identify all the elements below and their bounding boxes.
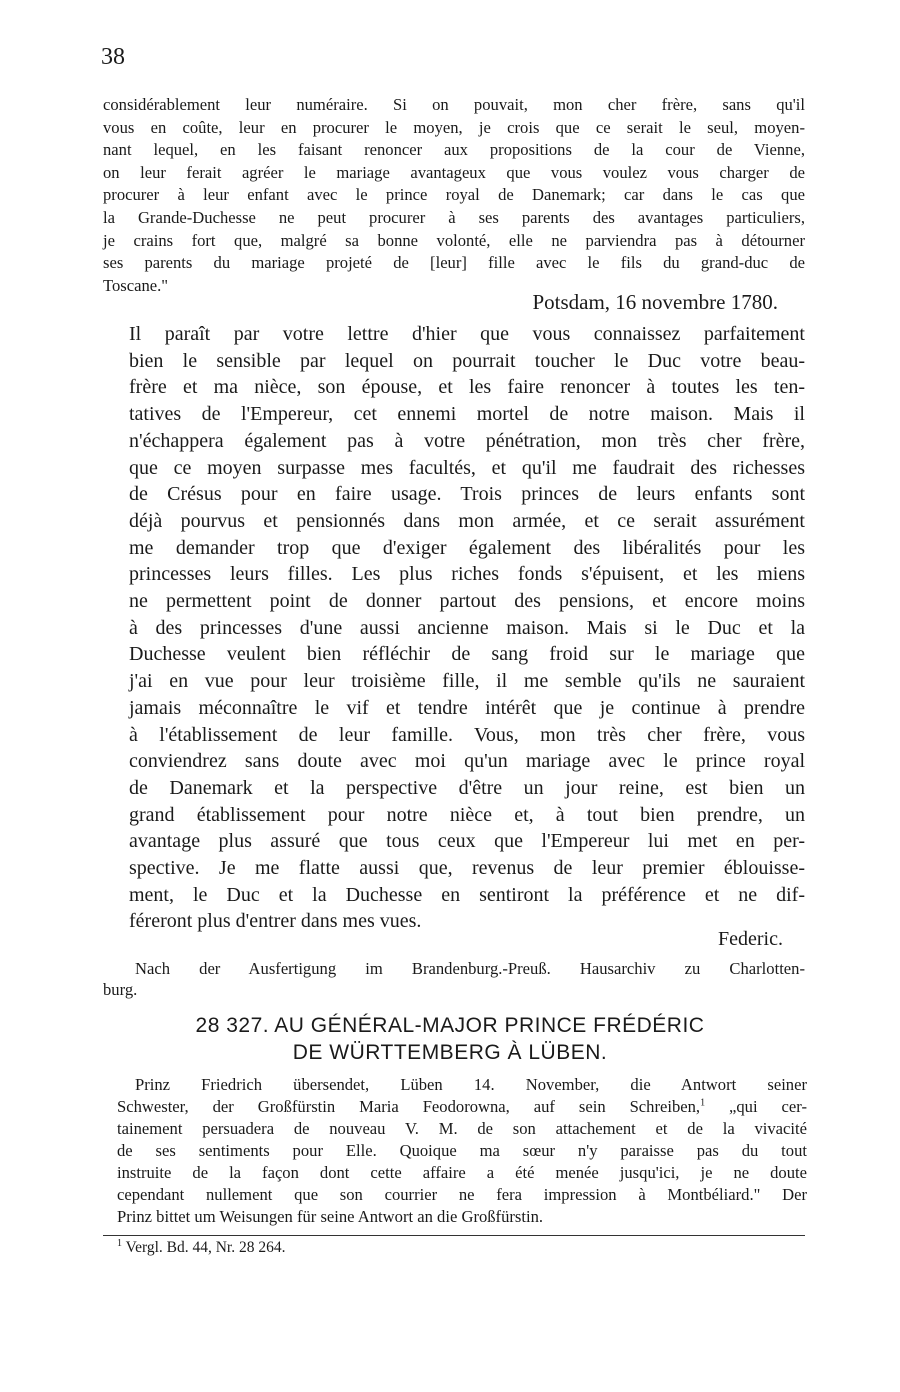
heading-line: 28 327. AU GÉNÉRAL-MAJOR PRINCE FRÉDÉRIC (195, 1014, 705, 1037)
summary-line: instruite de la façon dont cette affaire a été menée jusqu'ici, je ne doute (117, 1163, 807, 1182)
signature: Federic. (718, 928, 783, 950)
letter-line: de Danemark et la perspective d'être un jour reine, est bien un (129, 776, 805, 799)
quote-line: procurer à leur enfant avec le prince royal de Danemark; car dans le cas que (103, 185, 805, 205)
letter-line: Il paraît par votre lettre d'hier que vous connaissez parfaitement (129, 323, 805, 345)
letter-line: déjà pourvus et pensionnés dans mon armée, et ce serait assurément (129, 509, 805, 532)
letter-line: Duchesse veulent bien réfléchir de sang froid sur le mariage que (129, 643, 805, 666)
letter-line: spective. Je me flatte aussi que, revenus de leur premier éblouisse- (129, 857, 805, 880)
letter-body (129, 321, 805, 935)
letter-line: à des princesses d'une aussi ancienne maison. Mais si le Duc et la (129, 616, 805, 639)
quote-line: ses parents du mariage projeté de [leur] fille avec le fils du grand-duc de (103, 253, 805, 273)
letter-line: avantage plus assuré que tous ceux que l'Empereur lui met en per- (129, 830, 805, 853)
quote-line: vous en coûte, leur en procurer le moyen, je crois que ce serait le seul, moyen- (103, 117, 805, 137)
source-line: burg. (103, 979, 138, 999)
quote-line: Toscane." (103, 275, 169, 295)
source-note (103, 959, 805, 1000)
heading-line: DE WÜRTTEMBERG À LÜBEN. (292, 1041, 608, 1064)
letter-line: féreront plus d'entrer dans mes vues. (129, 910, 422, 933)
summary-paragraph (117, 1074, 807, 1228)
place-date: Potsdam, 16 novembre 1780. (532, 290, 778, 314)
letter-line: de Crésus pour en faire usage. Trois princes de leurs enfants sont (129, 483, 805, 506)
quote-line: nant lequel, en les faisant renoncer aux propositions de la cour de Vienne, (103, 140, 805, 160)
page-number: 38 (101, 44, 125, 70)
summary-line: de ses sentiments pour Elle. Quoique ma sœur n'y paraisse pas du tout (117, 1141, 807, 1160)
summary-line: tainement persuadera de nouveau V. M. de son attachement et de la vivacité (117, 1119, 807, 1138)
summary-text: „qui cer- (705, 1097, 807, 1116)
quote-line: je crains fort que, malgré sa bonne volonté, elle ne parviendra pas à détourner (103, 230, 805, 250)
letter-line: que ce moyen surpasse mes facultés, et qu'il me faudrait des richesses (129, 456, 805, 479)
quote-line: on leur ferait agréer le mariage avantageux que vous voulez vous charger de (103, 162, 805, 182)
letter-line: me demander trop que d'exiger également des libéralités pour les (129, 536, 805, 559)
letter-line: princesses leurs filles. Les plus riches fonds s'épuisent, et les miens (129, 563, 805, 586)
summary-text: Schwester, der Großfürstin Maria Feodorowna, auf sein Schreiben, (117, 1097, 701, 1116)
quote-line: considérablement leur numéraire. Si on pouvait, mon cher frère, sans qu'il (103, 95, 805, 114)
footnote-divider (103, 1235, 805, 1236)
footnote (117, 1239, 285, 1257)
summary-line: Prinz Friedrich übersendet, Lüben 14. November, die Antwort seiner (135, 1075, 807, 1094)
summary-line (117, 1096, 807, 1118)
source-line: Nach der Ausfertigung im Brandenburg.-Preuß. Hausarchiv zu Charlotten- (135, 959, 805, 978)
letter-line: n'échappera également pas à votre pénétration, mon très cher frère, (129, 429, 805, 452)
letter-heading (0, 1012, 900, 1066)
letter-line: grand établissement pour notre nièce et, à tout bien prendre, un (129, 803, 805, 826)
footnote-marker: 1 (117, 1237, 122, 1249)
letter-line: à l'établissement de leur famille. Vous, mon très cher frère, vous (129, 723, 805, 746)
letter-line: ne permettent point de donner partout des pensions, et encore moins (129, 590, 805, 613)
letter-line: j'ai en vue pour leur troisième fille, il me semble qu'ils ne sauraient (129, 670, 805, 693)
footnote-reference[interactable]: 1 (700, 1097, 706, 1109)
summary-line: cependant nullement que son courrier ne fera impression à Montbéliard." Der (117, 1185, 807, 1204)
letter-line: frère et ma nièce, son épouse, et les faire renoncer à toutes les ten- (129, 376, 805, 399)
letter-line: ment, le Duc et la Duchesse en sentiront la préférence et ne dif- (129, 883, 805, 906)
letter-line: bien le sensible par lequel on pourrait toucher le Duc votre beau- (129, 349, 805, 372)
quote-line: la Grande-Duchesse ne peut procurer à ses parents des avantages particuliers, (103, 207, 805, 227)
letter-line: tatives de l'Empereur, cet ennemi mortel de notre maison. Mais il (129, 403, 805, 426)
quoted-passage (103, 94, 805, 297)
letter-line: conviendrez sans doute avec moi qu'un mariage avec le prince royal (129, 750, 805, 773)
letter-line: jamais méconnaître le vif et tendre intérêt que je continue à prendre (129, 696, 805, 719)
summary-line: Prinz bittet um Weisungen für seine Antwort an die Großfürstin. (117, 1207, 544, 1226)
footnote-text: Vergl. Bd. 44, Nr. 28 264. (122, 1239, 286, 1256)
